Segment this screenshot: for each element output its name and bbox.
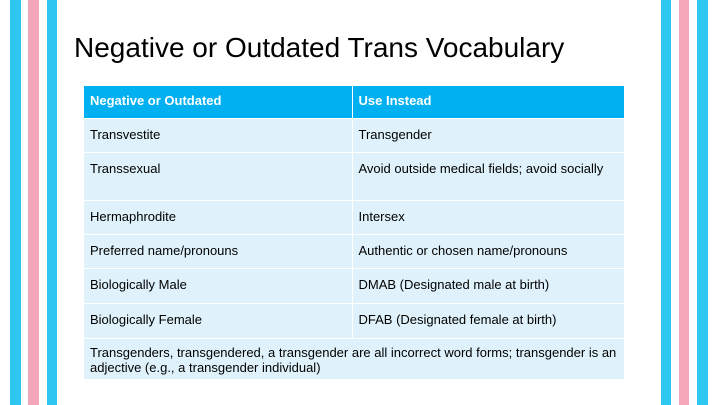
right-stripe-white: [671, 0, 679, 405]
table-header-row: [84, 86, 624, 118]
left-stripe-blue: [10, 0, 21, 405]
right-stripe-white-2: [689, 0, 697, 405]
replacement-term-cell: DFAB (Designated female at birth): [352, 303, 624, 338]
word-forms-note: Transgenders, transgendered, a transgender are all incorrect word forms; transgender is an adjective (e.g., a transgender individual): [84, 338, 624, 379]
outdated-term-cell: Hermaphrodite: [84, 200, 352, 234]
right-stripe-pink: [679, 0, 689, 405]
table-row: [84, 152, 624, 200]
outdated-term-cell: Transsexual: [84, 152, 352, 200]
table-row: [84, 234, 624, 268]
replacement-term-cell: Intersex: [352, 200, 624, 234]
table-note-row: [84, 338, 624, 379]
left-stripe-pink: [28, 0, 39, 405]
table-row: [84, 118, 624, 152]
vocabulary-table: [84, 86, 624, 379]
left-stripe-white: [21, 0, 28, 405]
right-stripe-blue-2: [697, 0, 708, 405]
outdated-term-cell: Biologically Female: [84, 303, 352, 338]
table-row: [84, 268, 624, 303]
left-stripe-blue-2: [47, 0, 57, 405]
header-use-instead: Use Instead: [352, 86, 624, 118]
table-row: [84, 200, 624, 234]
replacement-term-cell: Transgender: [352, 118, 624, 152]
header-negative-or-outdated: Negative or Outdated: [84, 86, 352, 118]
replacement-term-cell: Authentic or chosen name/pronouns: [352, 234, 624, 268]
slide-title: Negative or Outdated Trans Vocabulary: [74, 32, 565, 63]
replacement-term-cell: DMAB (Designated male at birth): [352, 268, 624, 303]
table-row: [84, 303, 624, 338]
outdated-term-cell: Transvestite: [84, 118, 352, 152]
left-stripe-white-2: [39, 0, 47, 405]
outdated-term-cell: Biologically Male: [84, 268, 352, 303]
right-stripe-blue: [661, 0, 671, 405]
outdated-term-cell: Preferred name/pronouns: [84, 234, 352, 268]
replacement-term-cell: Avoid outside medical fields; avoid socially: [352, 152, 624, 200]
